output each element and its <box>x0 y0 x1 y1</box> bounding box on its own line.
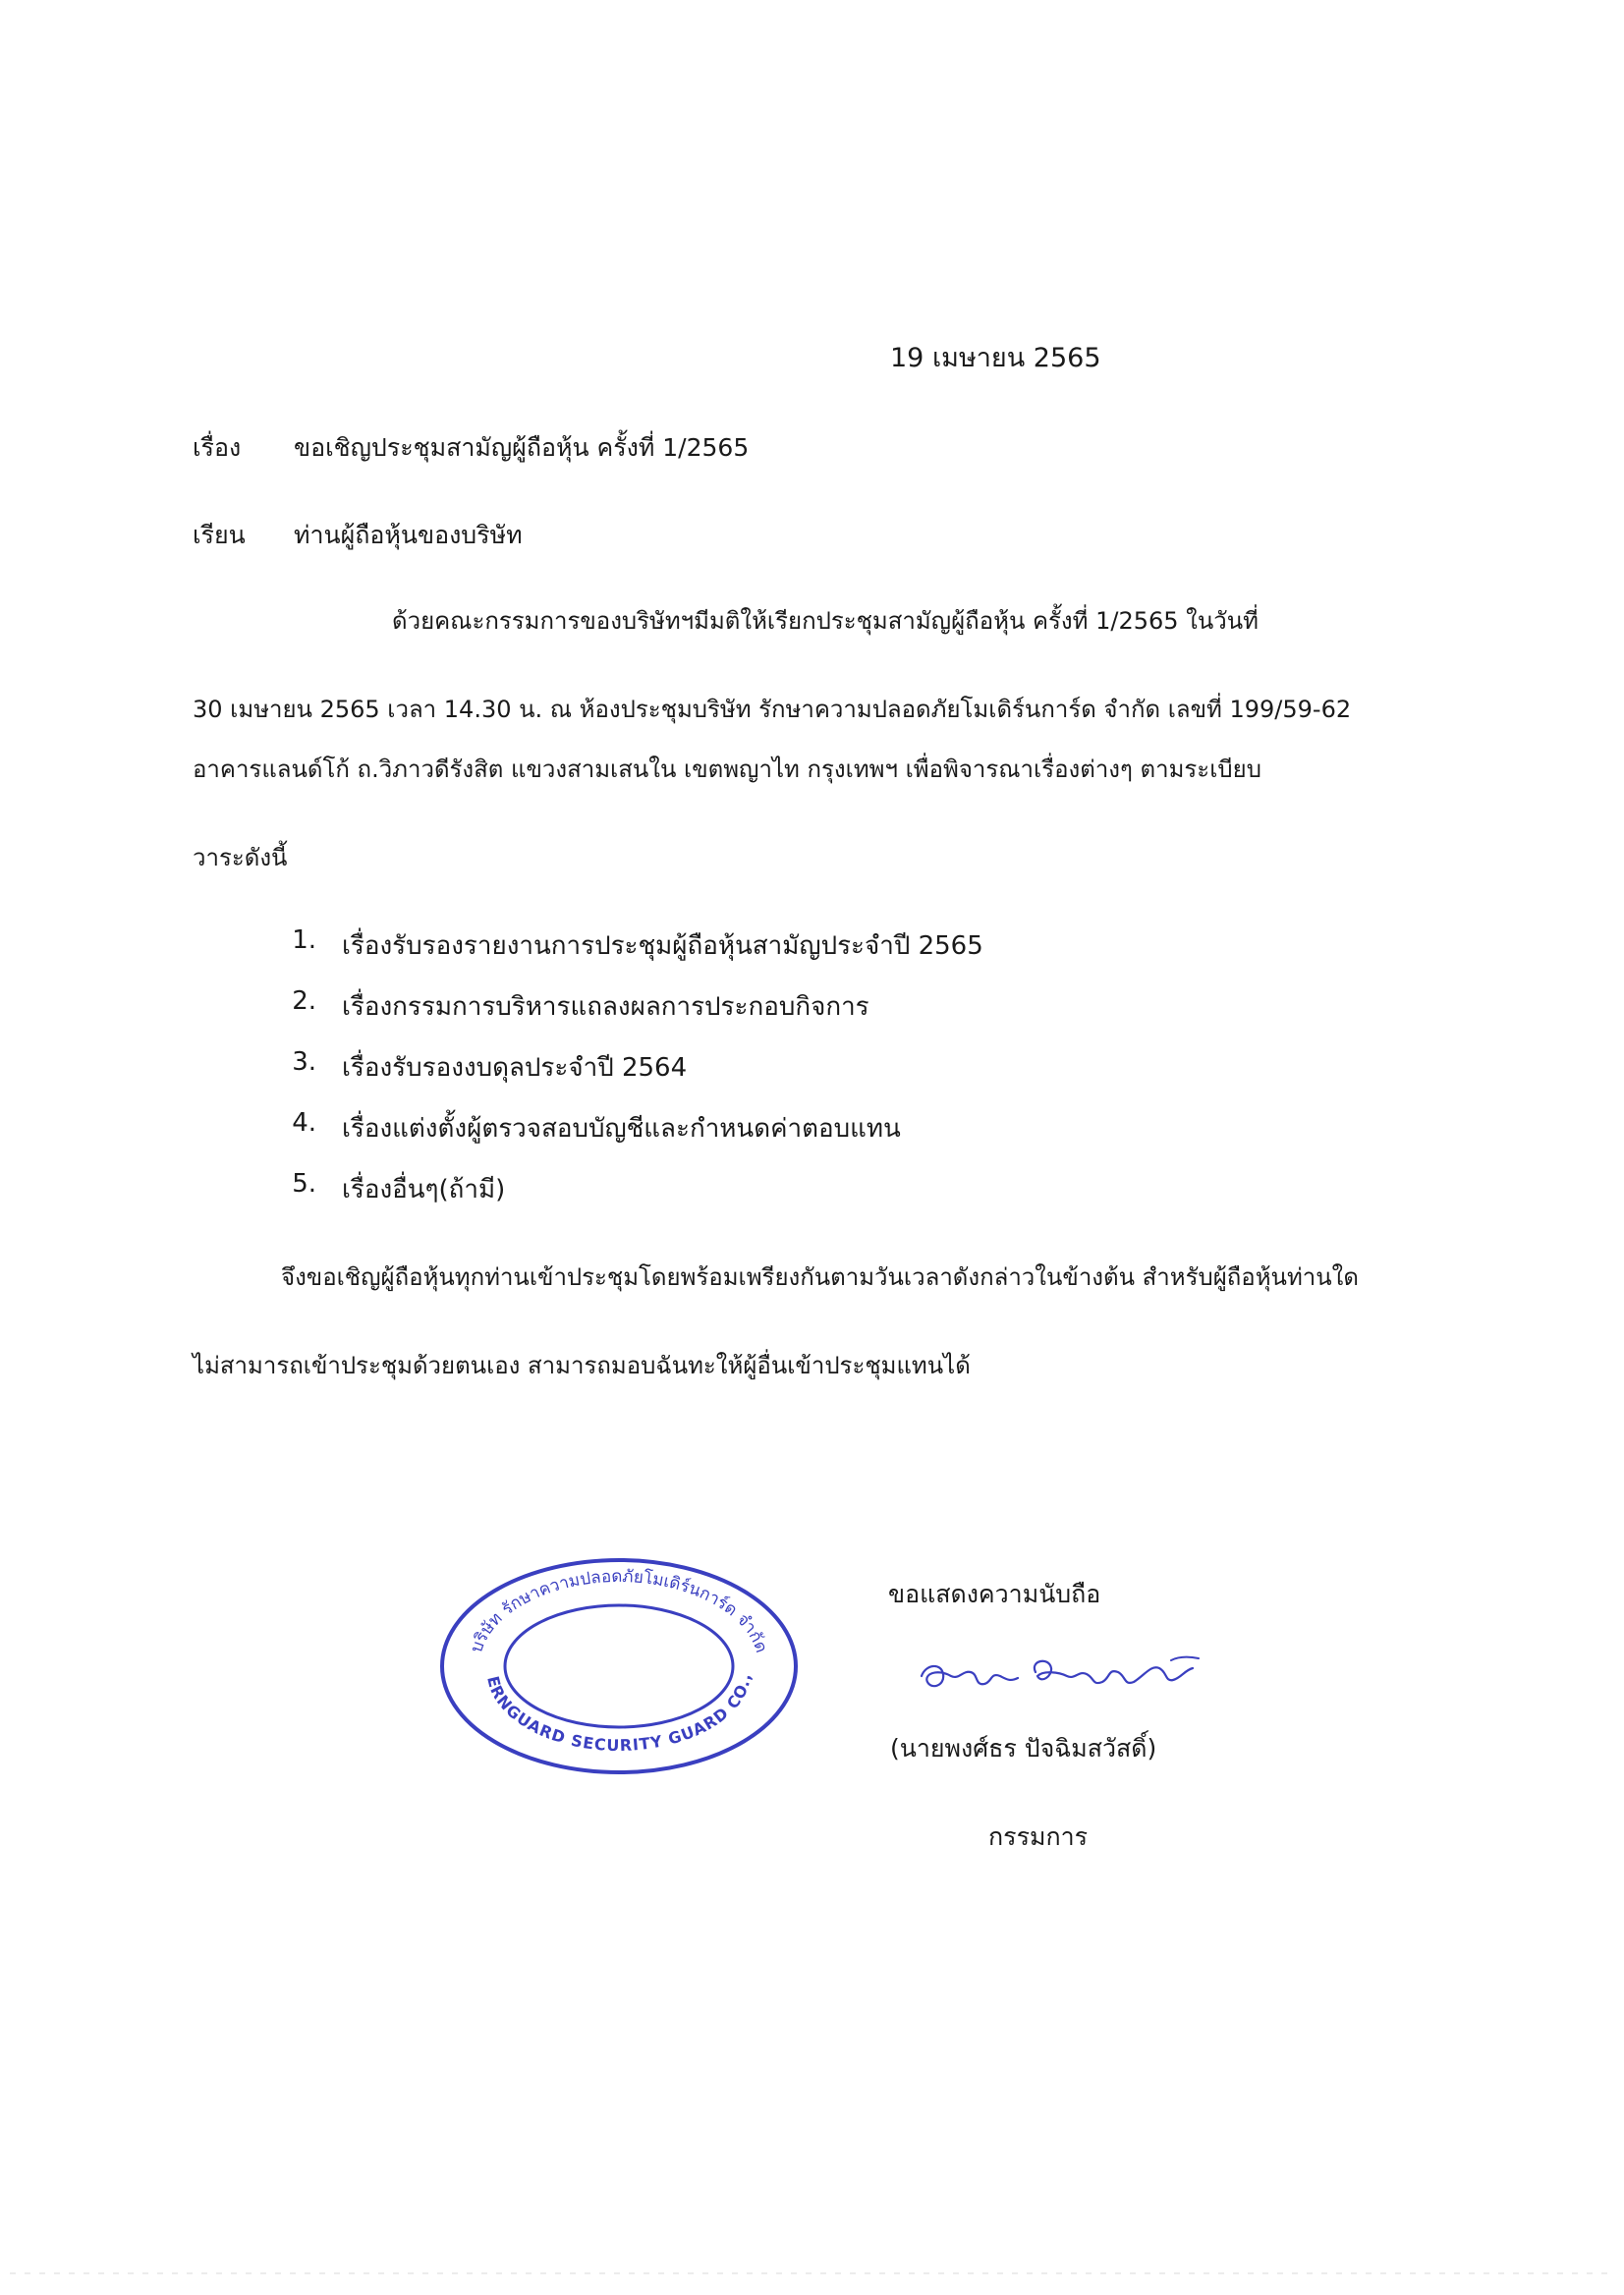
signer-title: กรรมการ <box>988 1822 1089 1851</box>
body-line-3: อาคารแลนด์โก้ ถ.วิภาวดีรังสิต แขวงสามเสนใน เขตพญาไท กรุงเทพฯ เพื่อพิจารณาเรื่องต่างๆ ตามระเบียบ <box>193 756 1261 783</box>
letter-date: 19 เมษายน 2565 <box>890 343 1101 373</box>
agenda-item: เรื่องรับรองงบดุลประจำปี 2564 <box>342 1053 688 1083</box>
agenda-number: 1. <box>292 925 316 955</box>
agenda-item: เรื่องรับรองรายงานการประชุมผู้ถือหุ้นสามัญประจำปี 2565 <box>342 931 983 961</box>
agenda-item: เรื่องอื่นๆ(ถ้ามี) <box>342 1175 506 1204</box>
body-line-2: 30 เมษายน 2565 เวลา 14.30 น. ณ ห้องประชุมบริษัท รักษาความปลอดภัยโมเดิร์นการ์ด จำกัด เลขที่ 199/59-62 <box>193 696 1352 723</box>
regards-text: ขอแสดงความนับถือ <box>888 1580 1101 1608</box>
body-line-4: วาระดังนี้ <box>193 844 288 871</box>
to-label: เรียน <box>193 521 246 549</box>
closing-line-1: จึงขอเชิญผู้ถือหุ้นทุกท่านเข้าประชุมโดยพร้อมเพรียงกันตามวันเวลาดังกล่าวในข้างต้น สำหรับผู้ถือหุ้นท่านใด <box>281 1263 1359 1291</box>
company-stamp <box>432 1550 806 1782</box>
signer-name: (นายพงศ์ธร ปัจฉิมสวัสดิ์) <box>890 1734 1157 1763</box>
subject-label: เรื่อง <box>193 433 242 462</box>
handwritten-signature <box>912 1647 1206 1706</box>
agenda-number: 2. <box>292 986 316 1016</box>
closing-line-2: ไม่สามารถเข้าประชุมด้วยตนเอง สามารถมอบฉันทะให้ผู้อื่นเข้าประชุมแทนได้ <box>193 1352 971 1379</box>
agenda-number: 4. <box>292 1108 316 1138</box>
scan-noise-line <box>0 2256 1624 2266</box>
agenda-item: เรื่องกรรมการบริหารแถลงผลการประกอบกิจการ <box>342 992 869 1022</box>
agenda-number: 3. <box>292 1047 316 1077</box>
to-text: ท่านผู้ถือหุ้นของบริษัท <box>294 521 523 549</box>
svg-text:บริษัท รักษาความปลอดภัยโมเดิร์: บริษัท รักษาความปลอดภัยโมเดิร์นการ์ด จำกัด <box>467 1566 771 1655</box>
body-line-1: ด้วยคณะกรรมการของบริษัทฯมีมติให้เรียกประชุมสามัญผู้ถือหุ้น ครั้งที่ 1/2565 ในวันที่ <box>392 607 1259 635</box>
agenda-item: เรื่องแต่งตั้งผู้ตรวจสอบบัญชีและกำหนดค่าตอบแทน <box>342 1114 901 1144</box>
agenda-number: 5. <box>292 1169 316 1199</box>
subject-text: ขอเชิญประชุมสามัญผู้ถือหุ้น ครั้งที่ 1/2565 <box>294 433 750 462</box>
svg-text:MODERNGUARD SECURITY GUARD CO.: ERNGUARD SECURITY GUARD CO., <box>483 1672 756 1756</box>
